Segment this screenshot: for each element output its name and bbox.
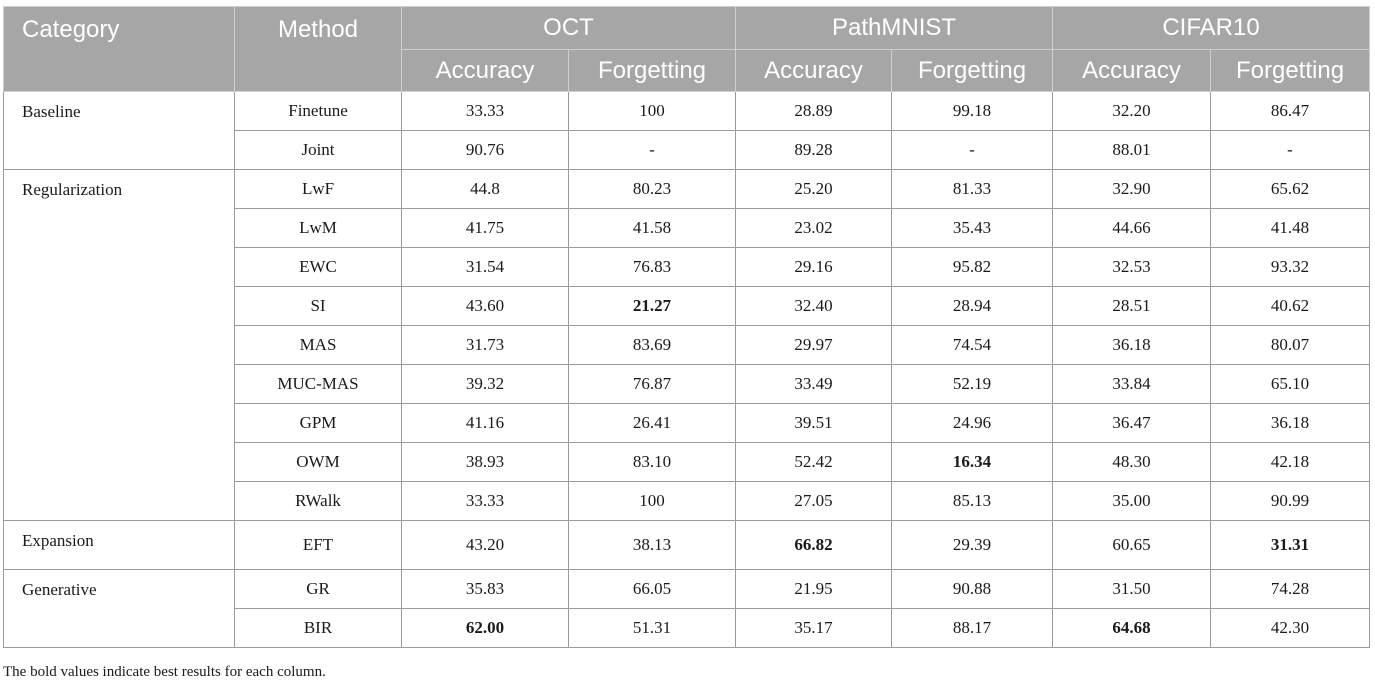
method-cell: RWalk (235, 482, 402, 521)
value-cell: 33.33 (402, 482, 569, 521)
table-row (4, 521, 1370, 570)
value-cell: 35.43 (892, 209, 1053, 248)
category-cell: Baseline (4, 92, 235, 170)
value-cell: 66.82 (736, 521, 892, 570)
value-cell: 51.31 (569, 609, 736, 648)
value-cell: 21.95 (736, 570, 892, 609)
value-cell: 41.58 (569, 209, 736, 248)
value-cell: 16.34 (892, 443, 1053, 482)
value-cell: - (892, 131, 1053, 170)
value-cell: 65.62 (1211, 170, 1370, 209)
value-cell: 90.88 (892, 570, 1053, 609)
value-cell: 74.28 (1211, 570, 1370, 609)
value-cell: 90.99 (1211, 482, 1370, 521)
category-header: Category (4, 7, 235, 92)
value-cell: 25.20 (736, 170, 892, 209)
value-cell: 41.75 (402, 209, 569, 248)
value-cell: 64.68 (1053, 609, 1211, 648)
method-cell: GR (235, 570, 402, 609)
value-cell: 65.10 (1211, 365, 1370, 404)
value-cell: 88.17 (892, 609, 1053, 648)
value-cell: 90.76 (402, 131, 569, 170)
value-cell: 31.31 (1211, 521, 1370, 570)
value-cell: - (569, 131, 736, 170)
method-cell: BIR (235, 609, 402, 648)
table-footnote: The bold values indicate best results for each column. (3, 664, 326, 680)
group-header-pathmnist: PathMNIST (736, 7, 1053, 50)
table-row (4, 570, 1370, 609)
table-body (4, 92, 1370, 648)
value-cell: 32.20 (1053, 92, 1211, 131)
value-cell: 88.01 (1053, 131, 1211, 170)
value-cell: 36.18 (1211, 404, 1370, 443)
subheader-accuracy: Accuracy (402, 50, 569, 92)
method-cell: EFT (235, 521, 402, 570)
group-header-oct: OCT (402, 7, 736, 50)
method-cell: Joint (235, 131, 402, 170)
category-cell: Expansion (4, 521, 235, 570)
value-cell: 48.30 (1053, 443, 1211, 482)
value-cell: 29.16 (736, 248, 892, 287)
value-cell: 31.50 (1053, 570, 1211, 609)
value-cell: 52.42 (736, 443, 892, 482)
value-cell: 28.51 (1053, 287, 1211, 326)
value-cell: 99.18 (892, 92, 1053, 131)
value-cell: 100 (569, 92, 736, 131)
value-cell: 36.18 (1053, 326, 1211, 365)
value-cell: 74.54 (892, 326, 1053, 365)
subheader-accuracy: Accuracy (1053, 50, 1211, 92)
value-cell: 83.10 (569, 443, 736, 482)
method-cell: MAS (235, 326, 402, 365)
subheader-forgetting: Forgetting (1211, 50, 1370, 92)
value-cell: 36.47 (1053, 404, 1211, 443)
value-cell: 32.53 (1053, 248, 1211, 287)
value-cell: 44.8 (402, 170, 569, 209)
value-cell: 85.13 (892, 482, 1053, 521)
method-cell: Finetune (235, 92, 402, 131)
group-header-cifar10: CIFAR10 (1053, 7, 1370, 50)
method-cell: MUC-MAS (235, 365, 402, 404)
table-row (4, 170, 1370, 209)
subheader-forgetting: Forgetting (892, 50, 1053, 92)
table-header (4, 7, 1370, 92)
value-cell: 23.02 (736, 209, 892, 248)
value-cell: 42.30 (1211, 609, 1370, 648)
value-cell: 66.05 (569, 570, 736, 609)
value-cell: 100 (569, 482, 736, 521)
value-cell: 29.39 (892, 521, 1053, 570)
value-cell: 32.90 (1053, 170, 1211, 209)
value-cell: 44.66 (1053, 209, 1211, 248)
value-cell: 41.48 (1211, 209, 1370, 248)
value-cell: 33.33 (402, 92, 569, 131)
method-header: Method (235, 7, 402, 92)
method-cell: SI (235, 287, 402, 326)
value-cell: 33.49 (736, 365, 892, 404)
value-cell: 83.69 (569, 326, 736, 365)
value-cell: 81.33 (892, 170, 1053, 209)
method-cell: EWC (235, 248, 402, 287)
value-cell: 28.94 (892, 287, 1053, 326)
value-cell: 76.83 (569, 248, 736, 287)
method-cell: LwM (235, 209, 402, 248)
value-cell: 38.93 (402, 443, 569, 482)
value-cell: 80.07 (1211, 326, 1370, 365)
value-cell: 26.41 (569, 404, 736, 443)
value-cell: 43.60 (402, 287, 569, 326)
value-cell: 86.47 (1211, 92, 1370, 131)
value-cell: 95.82 (892, 248, 1053, 287)
value-cell: 80.23 (569, 170, 736, 209)
value-cell: 43.20 (402, 521, 569, 570)
subheader-accuracy: Accuracy (736, 50, 892, 92)
value-cell: 60.65 (1053, 521, 1211, 570)
value-cell: 27.05 (736, 482, 892, 521)
value-cell: 62.00 (402, 609, 569, 648)
method-cell: OWM (235, 443, 402, 482)
value-cell: 52.19 (892, 365, 1053, 404)
value-cell: 29.97 (736, 326, 892, 365)
value-cell: 89.28 (736, 131, 892, 170)
value-cell: 24.96 (892, 404, 1053, 443)
value-cell: 21.27 (569, 287, 736, 326)
method-cell: GPM (235, 404, 402, 443)
value-cell: 35.83 (402, 570, 569, 609)
subheader-forgetting: Forgetting (569, 50, 736, 92)
value-cell: 28.89 (736, 92, 892, 131)
value-cell: 31.54 (402, 248, 569, 287)
category-cell: Generative (4, 570, 235, 648)
value-cell: 38.13 (569, 521, 736, 570)
value-cell: 31.73 (402, 326, 569, 365)
method-cell: LwF (235, 170, 402, 209)
value-cell: 41.16 (402, 404, 569, 443)
value-cell: - (1211, 131, 1370, 170)
value-cell: 33.84 (1053, 365, 1211, 404)
value-cell: 35.17 (736, 609, 892, 648)
value-cell: 39.32 (402, 365, 569, 404)
table-row (4, 92, 1370, 131)
value-cell: 42.18 (1211, 443, 1370, 482)
value-cell: 39.51 (736, 404, 892, 443)
results-table (3, 6, 1370, 648)
value-cell: 32.40 (736, 287, 892, 326)
value-cell: 35.00 (1053, 482, 1211, 521)
value-cell: 76.87 (569, 365, 736, 404)
value-cell: 93.32 (1211, 248, 1370, 287)
value-cell: 40.62 (1211, 287, 1370, 326)
category-cell: Regularization (4, 170, 235, 521)
